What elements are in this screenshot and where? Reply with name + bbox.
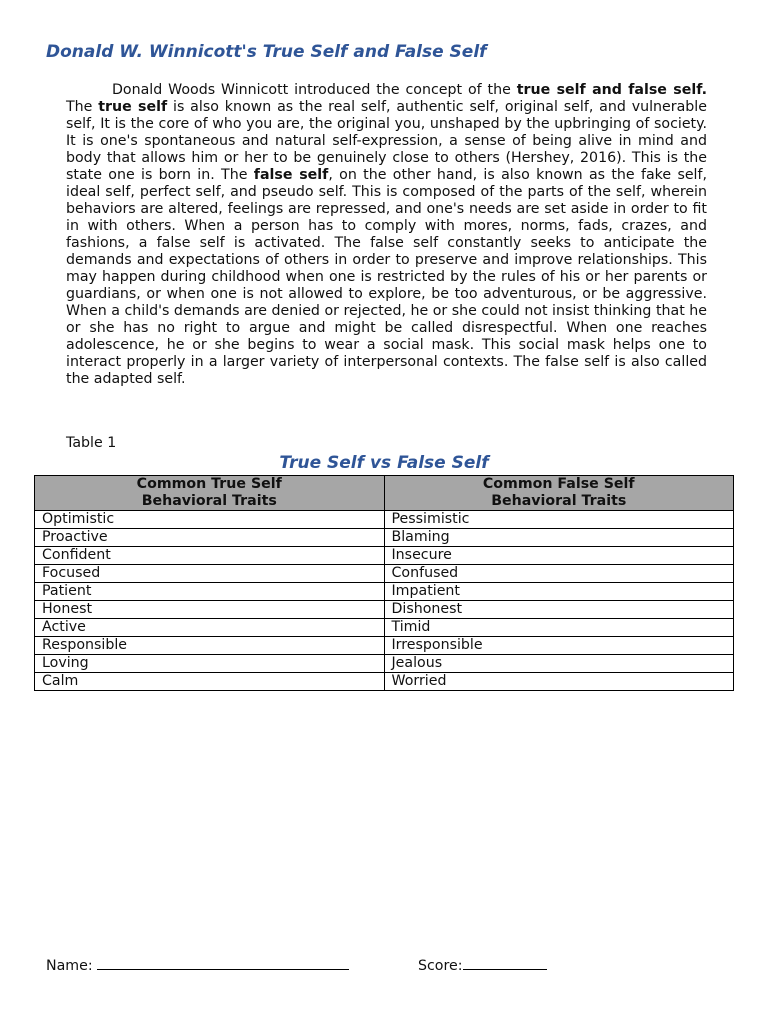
table-row: [35, 529, 734, 547]
document-title: Donald W. Winnicott's True Self and False Self: [46, 42, 487, 62]
header-line: Common True Self: [136, 476, 282, 492]
term-true-self: true self: [98, 99, 168, 115]
true-trait-cell: Confident: [35, 547, 385, 565]
score-label: Score:: [418, 958, 463, 974]
false-trait-cell: Insecure: [384, 547, 734, 565]
term-false-self: false self: [253, 167, 329, 183]
true-trait-cell: Calm: [35, 673, 385, 691]
true-trait-cell: Proactive: [35, 529, 385, 547]
table-row: [35, 565, 734, 583]
paragraph-text: The: [66, 99, 99, 115]
score-blank-line[interactable]: [463, 955, 547, 970]
false-trait-cell: Dishonest: [384, 601, 734, 619]
true-trait-cell: Active: [35, 619, 385, 637]
term-true-and-false-self: true self and false self.: [516, 82, 707, 98]
table-row: [35, 655, 734, 673]
header-false-self: [384, 476, 734, 511]
paragraph-text: is also known as the real self, authentic self, original self, and vulnerable self, It is the core of who you are, the original you, unshaped by the upbringing of society. It is one's spontaneous and natural self-expression, a sense of being alive in mind and body that allows him or her to be genuinely close to others (Hershey, 2016). This is the state one is born in. The: [66, 99, 707, 183]
false-trait-cell: Confused: [384, 565, 734, 583]
false-trait-cell: Worried: [384, 673, 734, 691]
false-trait-cell: Pessimistic: [384, 511, 734, 529]
false-trait-cell: Timid: [384, 619, 734, 637]
table-header-row: [35, 476, 734, 511]
table-row: [35, 601, 734, 619]
true-trait-cell: Honest: [35, 601, 385, 619]
false-trait-cell: Jealous: [384, 655, 734, 673]
true-trait-cell: Responsible: [35, 637, 385, 655]
true-trait-cell: Loving: [35, 655, 385, 673]
score-field: [418, 955, 547, 974]
true-trait-cell: Focused: [35, 565, 385, 583]
false-trait-cell: Impatient: [384, 583, 734, 601]
false-trait-cell: Irresponsible: [384, 637, 734, 655]
true-trait-cell: Patient: [35, 583, 385, 601]
header-true-self: [35, 476, 385, 511]
table-label: Table 1: [66, 435, 117, 451]
table-title: True Self vs False Self: [279, 453, 489, 473]
header-line: Behavioral Traits: [491, 493, 627, 509]
true-trait-cell: Optimistic: [35, 511, 385, 529]
paragraph-text: Donald Woods Winnicott introduced the concept of the: [112, 82, 517, 98]
header-line: Common False Self: [482, 476, 635, 492]
table-row: [35, 673, 734, 691]
header-line: Behavioral Traits: [141, 493, 277, 509]
false-trait-cell: Blaming: [384, 529, 734, 547]
name-blank-line[interactable]: [97, 955, 349, 970]
name-field: [46, 955, 349, 974]
table-row: [35, 547, 734, 565]
table-row: [35, 637, 734, 655]
paragraph-text: , on the other hand, is also known as the fake self, ideal self, perfect self, and pseudo self. This is composed of the parts of the self, wherein behaviors are altered, feelings are repressed, and one's needs are set aside in order to fit in with others. When a person has to comply with mores, norms, fads, crazes, and fashions, a false self is activated. The false self constantly seeks to anticipate the demands and expectations of others in order to preserve and improve relationships. This may happen during childhood when one is restricted by the rules of his or her parents or guardians, or when one is not allowed to explore, be too adventurous, or be aggressive. When a child's demands are denied or rejected, he or she could not insist thinking that he or she has no right to argue and might be called disrespectful. When one reaches adolescence, he or she begins to wear a social mask. This social mask helps one to interact properly in a larger variety of interpersonal contexts. The false self is also called the adapted self.: [66, 167, 708, 387]
table-row: [35, 583, 734, 601]
name-label: Name:: [46, 958, 98, 974]
table-row: [35, 619, 734, 637]
traits-table: [34, 475, 734, 691]
table-row: [35, 511, 734, 529]
intro-paragraph: [66, 82, 707, 388]
